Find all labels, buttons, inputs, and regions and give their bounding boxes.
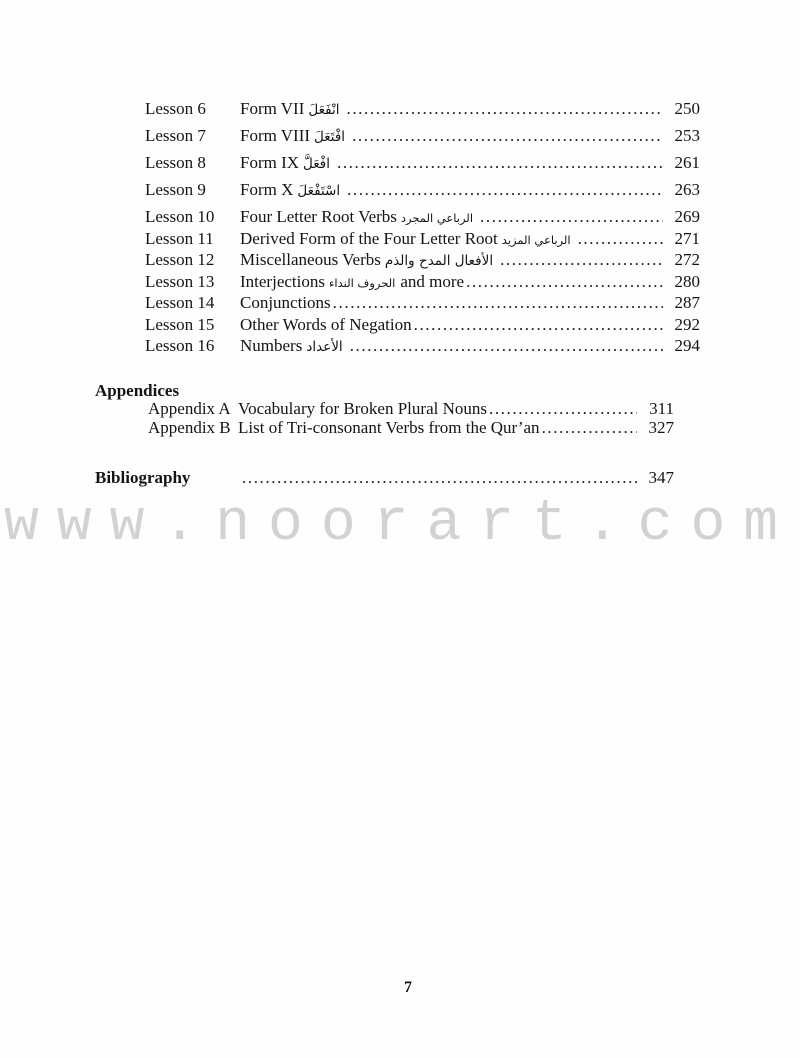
lesson-label: Lesson 7 <box>145 126 206 145</box>
toc-lessons-block <box>145 100 700 359</box>
lesson-title: Four Letter Root Verbs <box>240 207 397 226</box>
lesson-title-arabic: الأعداد <box>306 339 343 355</box>
lesson-title-arabic: الرباعي المزيد <box>501 232 571 247</box>
lesson-label: Lesson 9 <box>145 180 206 199</box>
lesson-title-arabic: افْتَعَلَ <box>314 129 346 145</box>
lesson-title-suffix: and more <box>400 271 465 291</box>
toc-row-lesson-15 <box>145 316 700 338</box>
lesson-title: Numbers <box>240 336 303 355</box>
dot-leader <box>414 316 663 334</box>
lesson-title: Form IX <box>240 153 300 172</box>
appendix-label: Appendix B <box>148 417 231 437</box>
lesson-page-number: 263 <box>674 180 700 199</box>
dot-leader <box>347 181 663 199</box>
lesson-title: Interjections <box>240 271 325 291</box>
lesson-page-number: 292 <box>674 314 700 334</box>
lesson-page-number: 294 <box>674 336 700 355</box>
lesson-page-number: 280 <box>674 271 700 291</box>
lesson-title: Derived Form of the Four Letter Root <box>240 228 498 248</box>
lesson-label: Lesson 10 <box>145 207 215 226</box>
bibliography-heading: Bibliography <box>95 468 191 487</box>
toc-row-lesson-16 <box>145 337 700 359</box>
lesson-page-number: 287 <box>674 293 700 312</box>
toc-row-lesson-8 <box>145 154 700 181</box>
appendix-page-number: 327 <box>648 417 674 437</box>
lesson-label: Lesson 8 <box>145 153 206 172</box>
dot-leader <box>346 100 663 118</box>
lesson-page-number: 269 <box>674 207 700 226</box>
lesson-title-arabic: اسْتَفْعَلَ <box>297 183 341 199</box>
lesson-page-number: 250 <box>674 99 700 118</box>
lesson-page-number: 261 <box>674 153 700 172</box>
dot-leader <box>466 273 663 291</box>
lesson-page-number: 253 <box>674 126 700 145</box>
lesson-title-arabic: الحروف النداء <box>328 275 396 290</box>
dot-leader <box>500 251 663 269</box>
toc-row-lesson-14 <box>145 294 700 316</box>
dot-leader <box>542 419 637 437</box>
lesson-label: Lesson 12 <box>145 250 215 269</box>
appendices-heading: Appendices <box>95 381 180 400</box>
appendix-title: Vocabulary for Broken Plural Nouns <box>238 399 487 418</box>
lesson-title: Other Words of Negation <box>240 314 412 334</box>
toc-row-bibliography <box>95 469 674 487</box>
dot-leader <box>337 154 663 172</box>
dot-leader <box>352 127 663 145</box>
lesson-title: Form X <box>240 180 294 199</box>
appendix-label: Appendix A <box>148 399 231 418</box>
lesson-title: Form VIII <box>240 126 311 145</box>
toc-row-lesson-10 <box>145 208 700 230</box>
lesson-label: Lesson 13 <box>145 271 215 291</box>
toc-row-lesson-12 <box>145 251 700 273</box>
lesson-title: Form VII <box>240 99 305 118</box>
toc-row-lesson-9 <box>145 181 700 208</box>
appendices-section <box>95 381 674 437</box>
lesson-title-arabic: الأفعال المدح والذم <box>384 253 494 269</box>
lesson-title-arabic: انْفَعَلَ <box>308 102 340 118</box>
lesson-title-arabic: افْعَلَّ <box>303 156 330 172</box>
lesson-page-number: 272 <box>674 250 700 269</box>
lesson-title: Conjunctions <box>240 293 331 312</box>
dot-leader <box>242 469 637 487</box>
appendix-title: List of Tri-consonant Verbs from the Qur’an <box>238 417 540 437</box>
dot-leader <box>489 400 637 418</box>
dot-leader <box>350 337 663 355</box>
lesson-title-arabic: الرباعي المجرد <box>400 211 474 225</box>
bibliography-page-number: 347 <box>648 468 674 487</box>
dot-leader <box>578 230 663 248</box>
lesson-label: Lesson 14 <box>145 293 215 312</box>
toc-row-appendix-a <box>95 400 674 419</box>
toc-row-lesson-7 <box>145 127 700 154</box>
toc-row-lesson-6 <box>145 100 700 127</box>
dot-leader <box>333 294 663 312</box>
toc-row-lesson-11 <box>145 230 700 252</box>
bibliography-section <box>95 469 674 487</box>
lesson-label: Lesson 6 <box>145 99 206 118</box>
toc-row-appendix-b <box>95 419 674 438</box>
toc-row-lesson-13 <box>145 273 700 295</box>
lesson-label: Lesson 16 <box>145 336 215 355</box>
appendix-page-number: 311 <box>649 399 674 418</box>
lesson-label: Lesson 15 <box>145 314 215 334</box>
lesson-title: Miscellaneous Verbs <box>240 250 381 269</box>
dot-leader <box>480 208 663 226</box>
lesson-page-number: 271 <box>674 228 700 248</box>
footer-page-number: 7 <box>404 979 412 996</box>
noorart-watermark: www.noorart.com <box>4 492 797 557</box>
lesson-label: Lesson 11 <box>145 228 214 248</box>
